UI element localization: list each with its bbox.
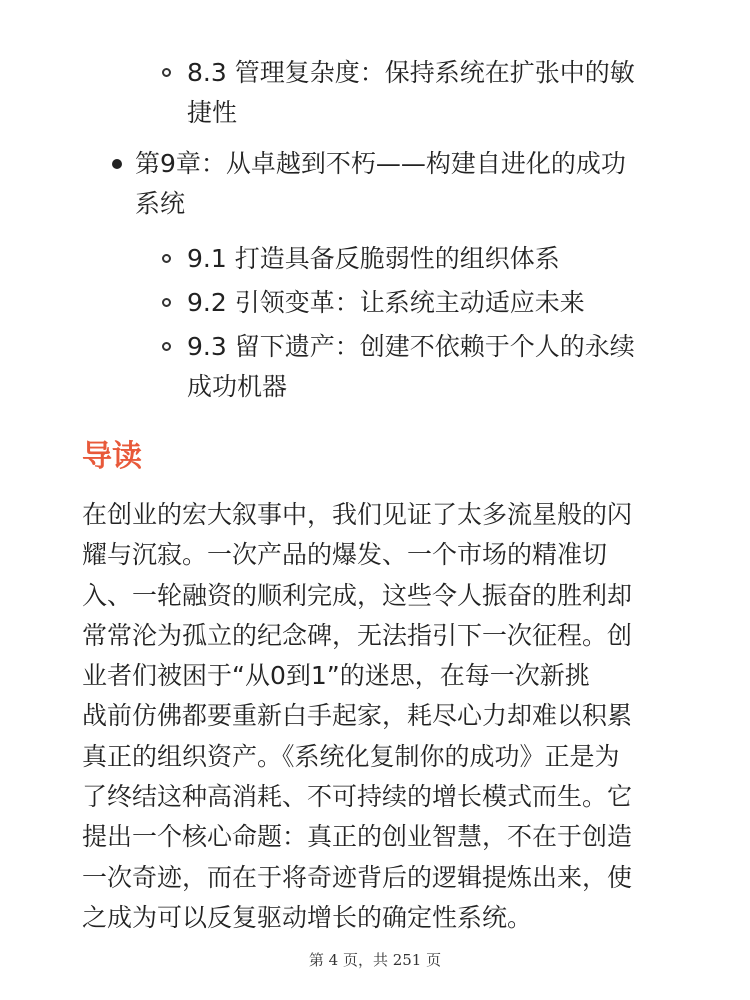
circle-bullet-icon (162, 254, 171, 263)
paragraph-line: 业者们被困于“从0到1”的迷思，在每一次新挑 (82, 661, 590, 691)
toc-item-9-2[interactable] (187, 283, 585, 323)
paragraph-line: 常常沦为孤立的纪念碑，无法指引下一次征程。创 (82, 620, 633, 650)
disc-bullet-icon (112, 159, 122, 169)
paragraph-line: 战前仿佛都要重新白手起家，耗尽心力却难以积累 (82, 701, 633, 731)
toc-item-8-3[interactable] (187, 53, 635, 133)
section-heading: 导读 (82, 439, 142, 474)
circle-bullet-icon (162, 298, 171, 307)
toc-item-line: 8.3 管理复杂度：保持系统在扩张中的敏 (187, 58, 635, 87)
toc-item-line: 捷性 (187, 98, 238, 127)
circle-bullet-icon (162, 342, 171, 351)
toc-item-line: 系统 (135, 189, 186, 218)
paragraph-line: 提出一个核心命题：真正的创业智慧，不在于创造 (82, 822, 633, 852)
intro-paragraph (82, 495, 682, 938)
toc-item-line: 成功机器 (187, 372, 288, 401)
paragraph-line: 之成为可以反复驱动增长的确定性系统。 (82, 902, 533, 932)
page-number-footer: 第 4 页，共 251 页 (308, 951, 442, 969)
paragraph-line: 入、一轮融资的顺利完成，这些令人振奋的胜利却 (82, 580, 633, 610)
paragraph-line: 耀与沉寂。一次产品的爆发、一个市场的精准切 (82, 540, 608, 570)
toc-item-line: 9.1 打造具备反脆弱性的组织体系 (187, 244, 560, 273)
paragraph-line: 了终结这种高消耗、不可持续的增长模式而生。它 (82, 782, 633, 812)
paragraph-line: 在创业的宏大叙事中，我们见证了太多流星般的闪 (82, 500, 633, 529)
toc-item-9-1[interactable] (187, 239, 560, 279)
toc-item-line: 9.2 引领变革：让系统主动适应未来 (187, 288, 585, 317)
toc-item-line: 9.3 留下遗产：创建不依赖于个人的永续 (187, 332, 635, 361)
toc-item-line: 第9章：从卓越到不朽——构建自进化的成功 (135, 149, 626, 178)
paragraph-line: 一次奇迹，而在于将奇迹背后的逻辑提炼出来，使 (82, 862, 633, 892)
toc-item-9-3[interactable] (187, 327, 635, 407)
toc-item-chapter-9[interactable] (135, 144, 626, 224)
circle-bullet-icon (162, 68, 171, 77)
paragraph-line: 真正的组织资产。《系统化复制你的成功》正是为 (82, 741, 620, 771)
